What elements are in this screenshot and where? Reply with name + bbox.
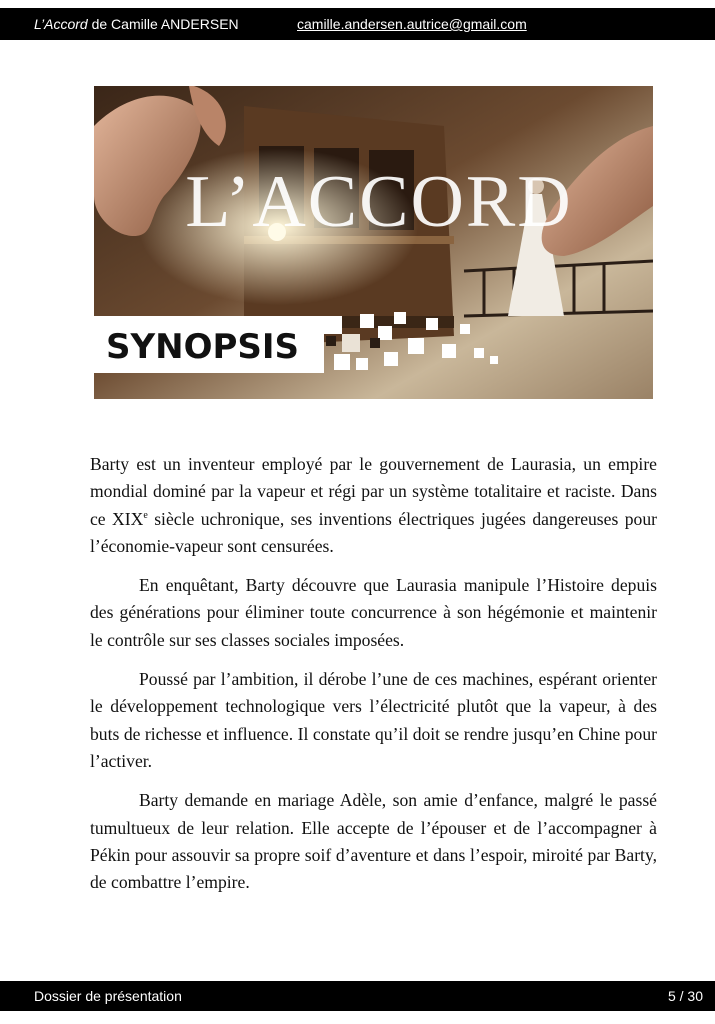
paragraph-1-part-a: Barty est un inventeur employé par le gouvernement de Laurasia, un empire mondial dominé par la vapeur et régi par un système totalitaire et raciste. Dans ce XIX bbox=[90, 454, 657, 529]
synopsis-label: SYNOPSIS bbox=[106, 327, 300, 367]
page-number: 5 / 30 bbox=[667, 988, 703, 1004]
paragraph-4: Barty demande en mariage Adèle, son amie d’enfance, malgré le passé tumultueux de leur relation. Elle accepte de l’épouser et de l’accompagner à Pékin pour assouvir sa propre soif d’aventure et dans l’espoir, miroité par Barty, de combattre l’empire. bbox=[90, 790, 657, 893]
banner-artwork bbox=[94, 86, 653, 399]
footer-bar bbox=[0, 981, 715, 1011]
century-superscript: e bbox=[143, 509, 148, 521]
footer-label: Dossier de présentation bbox=[34, 988, 182, 1004]
paragraph-2: En enquêtant, Barty découvre que Laurasia manipule l’Histoire depuis des générations pour éliminer toute concurrence à son hégémonie et maintenir le contrôle sur ses classes sociales imposées. bbox=[90, 575, 657, 650]
synopsis-banner-image bbox=[94, 86, 653, 399]
header-bar bbox=[0, 8, 715, 40]
paragraph-1-part-b: siècle uchronique, ses inventions électriques jugées dangereuses pour l’économie-vapeur sont censurées. bbox=[90, 508, 657, 556]
header-title bbox=[34, 16, 239, 32]
author-email-link[interactable]: camille.andersen.autrice@gmail.com bbox=[297, 16, 527, 32]
banner-title: L’ACCORD bbox=[185, 161, 573, 243]
paragraph-1 bbox=[90, 451, 657, 560]
author-line: de Camille ANDERSEN bbox=[87, 16, 239, 32]
synopsis-text bbox=[90, 451, 657, 908]
book-title: L’Accord bbox=[34, 16, 88, 32]
paragraph-3: Poussé par l’ambition, il dérobe l’une de ces machines, espérant orienter le développement technologique vers l’électricité plutôt que la vapeur, à des buts de richesse et influence. Il constate qu’il doit se rendre jusqu’en Chine pour l’activer. bbox=[90, 669, 657, 771]
